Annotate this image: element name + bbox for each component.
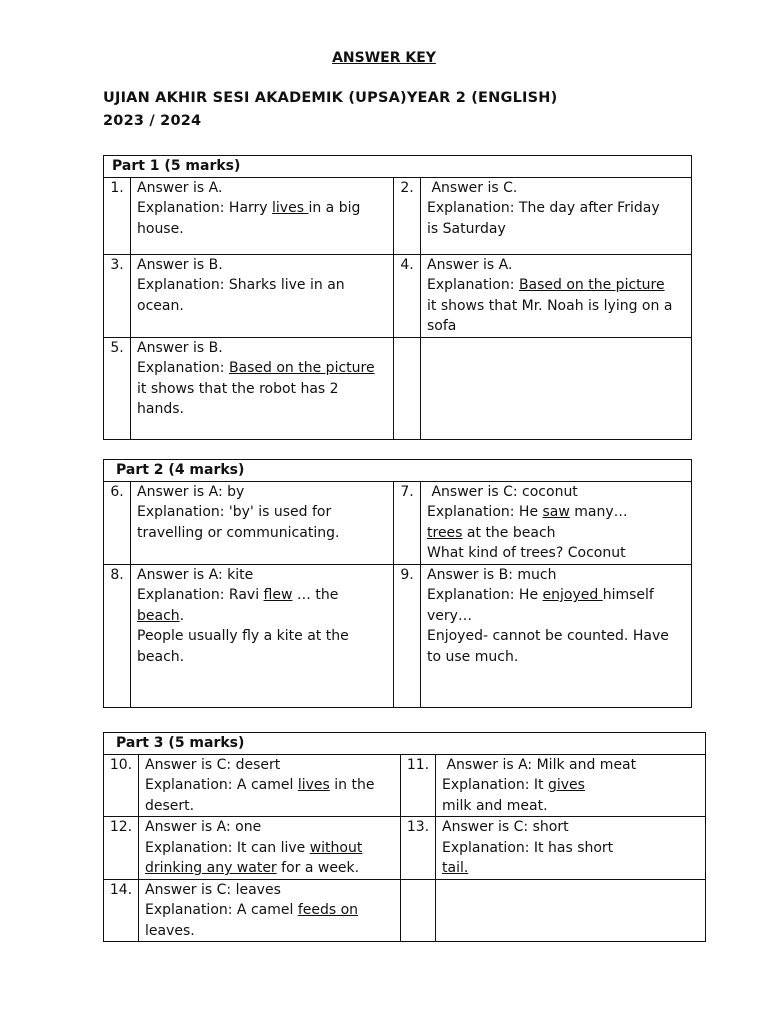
explanation-text: ocean. (137, 297, 184, 314)
question-number: 12. (104, 817, 139, 880)
explanation-text: to use much. (427, 648, 519, 665)
page-title: ANSWER KEY (332, 50, 436, 66)
question-number: 4. (394, 254, 421, 337)
explanation-text: Explanation: Sharks live in an (137, 277, 345, 293)
explanation-text: sofa (427, 318, 457, 334)
keyword-underlined: Based on the picture (228, 360, 375, 376)
answer-line: Answer is B: much (427, 566, 557, 583)
keyword-underlined: without (309, 839, 363, 856)
answer-cell-q9 (421, 564, 692, 707)
answer-line: Answer is C: desert (145, 756, 281, 773)
explanation-text: hands. (137, 401, 184, 417)
explanation-text: desert. (145, 797, 195, 814)
explanation-text: Explanation: He (427, 587, 543, 603)
question-number: 5. (104, 337, 131, 439)
question-number: 9. (394, 564, 421, 707)
part2-table (103, 459, 692, 708)
explanation-text: travelling or communicating. (137, 524, 340, 541)
question-number: 10. (104, 754, 139, 817)
part3-header: Part 3 (5 marks) (104, 733, 706, 755)
empty-cell (394, 337, 421, 439)
keyword-underlined: saw (542, 504, 570, 520)
question-number: 6. (104, 481, 131, 564)
question-number: 13. (401, 817, 436, 880)
answer-line: Answer is A: Milk and meat (442, 756, 637, 773)
answer-cell-q14 (139, 879, 401, 942)
keyword-underlined: drinking any water (145, 860, 277, 876)
answer-cell-q3 (131, 254, 394, 337)
explanation-text: milk and meat. (442, 797, 548, 814)
question-number: 1. (104, 177, 131, 254)
answer-cell-q8 (131, 564, 394, 707)
explanation-text: beach. (137, 648, 185, 665)
part1-table (103, 155, 692, 440)
answer-cell-q10 (139, 754, 401, 817)
explanation-text: Explanation: It (442, 777, 548, 793)
explanation-text: … the (292, 587, 339, 603)
answer-line: Answer is A: kite (137, 566, 254, 583)
question-number: 11. (401, 754, 436, 817)
keyword-underlined: flew (263, 587, 293, 603)
answer-line: Answer is C: leaves (145, 881, 281, 898)
explanation-text: Explanation: (137, 360, 229, 376)
answer-cell-q6 (131, 481, 394, 564)
exam-title: UJIAN AKHIR SESI AKADEMIK (UPSA)YEAR 2 (ENGLISH) (103, 90, 558, 106)
empty-cell (401, 879, 436, 942)
explanation-text: Explanation: It can live (145, 839, 310, 856)
explanation-text: himself (602, 587, 654, 603)
explanation-text: it shows that the robot has 2 (137, 380, 339, 397)
answer-line: Answer is B. (137, 256, 223, 273)
keyword-underlined: Based on the picture (518, 277, 665, 293)
part2-header: Part 2 (4 marks) (104, 460, 692, 482)
explanation-text: Explanation: (427, 277, 519, 293)
explanation-text: Explanation: A camel (145, 902, 298, 918)
explanation-text: Explanation: It has short (442, 839, 614, 856)
answer-line: Answer is A: by (137, 483, 245, 500)
explanation-text: in a big (308, 200, 361, 216)
explanation-text: many… (569, 504, 628, 520)
keyword-underlined: enjoyed (542, 587, 603, 603)
answer-line: Answer is A: one (145, 819, 262, 835)
explanation-text: at the beach (462, 524, 556, 541)
keyword-underlined: lives (272, 200, 309, 216)
keyword-underlined: gives (548, 777, 585, 793)
keyword-underlined: lives (297, 777, 330, 793)
answer-cell-q2 (421, 177, 692, 254)
answer-cell-q5 (131, 337, 394, 439)
explanation-text: in the (329, 777, 375, 793)
explanation-text: Explanation: Harry (137, 200, 273, 216)
answer-line: Answer is C: short (442, 819, 569, 835)
exam-year: 2023 / 2024 (103, 113, 202, 129)
empty-cell (436, 879, 706, 942)
explanation-text: Enjoyed- cannot be counted. Have (427, 628, 669, 644)
question-number: 3. (104, 254, 131, 337)
explanation-text: . (179, 607, 185, 624)
answer-line: Answer is B. (137, 339, 223, 356)
explanation-text: People usually fly a kite at the (137, 628, 349, 644)
keyword-underlined: trees (427, 524, 463, 541)
answer-cell-q12 (139, 817, 401, 880)
answer-cell-q1 (131, 177, 394, 254)
keyword-underlined: feeds on (297, 902, 359, 918)
answer-cell-q13 (436, 817, 706, 880)
explanation-text: very… (427, 607, 472, 624)
explanation-text: Explanation: The day after Friday (427, 200, 660, 216)
explanation-text: it shows that Mr. Noah is lying on a (427, 297, 673, 314)
explanation-text: Explanation: 'by' is used for (137, 504, 332, 520)
answer-cell-q11 (436, 754, 706, 817)
explanation-text: Explanation: He (427, 504, 543, 520)
explanation-text: for a week. (276, 860, 360, 876)
keyword-underlined: beach (137, 607, 180, 624)
keyword-underlined: tail. (442, 860, 469, 876)
answer-line: Answer is A. (427, 256, 513, 273)
answer-line: Answer is A. (137, 179, 223, 196)
question-number: 7. (394, 481, 421, 564)
explanation-text: Explanation: Ravi (137, 587, 264, 603)
explanation-text: is Saturday (427, 220, 506, 237)
explanation-text: What kind of trees? Coconut (427, 545, 626, 561)
part1-header: Part 1 (5 marks) (104, 156, 692, 178)
explanation-text: Explanation: A camel (145, 777, 298, 793)
answer-cell-q4 (421, 254, 692, 337)
answer-line: Answer is C. (427, 179, 518, 196)
explanation-text: house. (137, 220, 184, 237)
part3-table (103, 732, 706, 942)
empty-cell (421, 337, 692, 439)
question-number: 2. (394, 177, 421, 254)
explanation-text: leaves. (145, 922, 195, 939)
answer-line: Answer is C: coconut (427, 483, 578, 500)
question-number: 14. (104, 879, 139, 942)
question-number: 8. (104, 564, 131, 707)
answer-cell-q7 (421, 481, 692, 564)
